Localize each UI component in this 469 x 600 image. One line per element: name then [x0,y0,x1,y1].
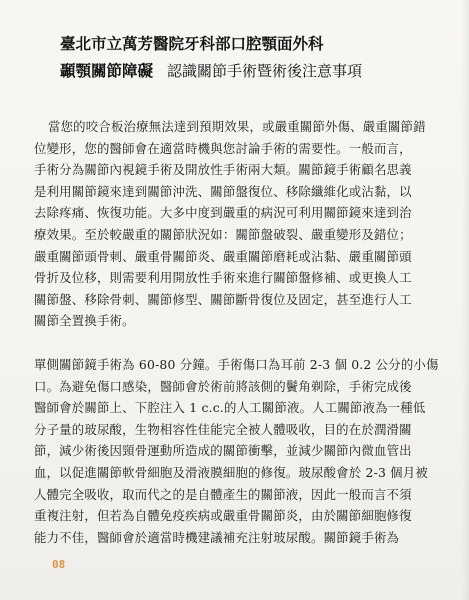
paragraph-line: 是利用關節鏡來達到關節沖洗、關節盤復位、移除纖維化或沾黏，以 [34,183,412,199]
paragraph-line: 單側關節鏡手術為 60-80 分鐘。手術傷口為耳前 2-3 個 0.2 公分的小傷 [34,357,439,372]
paragraph-surgery-overview [34,116,452,332]
document-subtitle: 認識關節手術暨術後注意事項 [167,62,363,80]
paragraph-line: 去除疼痛、恢復功能。大多中度到嚴重的病況可利用關節鏡來達到治 [34,205,412,221]
paragraph-line: 重複注射，但若為自體免疫疾病或嚴重骨關節炎，由於關節細胞修復 [34,508,412,524]
paragraph-line: 分子量的玻尿酸，生物相容性佳能完全被人體吸收，目的在於潤滑關 [34,421,412,437]
camera-date-stamp: 08 [52,558,66,571]
paragraph-line: 口。為避免傷口感染，醫師會於術前將該側的鬢角剃除，手術完成後 [34,378,412,394]
paragraph-line: 當您的咬合板治療無法達到預期效果，或嚴重關節外傷、嚴重關節錯 [48,119,426,134]
paragraph-line: 血，以促進關節軟骨細胞及滑液膜細胞的修復。玻尿酸會於 2-3 個月被 [34,464,428,480]
document-title-line [60,57,440,85]
paragraph-line: 療效果。至於較嚴重的關節狀況如：關節盤破裂、嚴重變形及錯位； [34,226,412,242]
page-edge-shadow [461,0,469,600]
paragraph-arthroscopy-details [34,354,452,548]
paragraph-line: 人體完全吸收，取而代之的是自體產生的關節液，因此一般而言不須 [34,486,412,502]
paragraph-line: 位變形，您的醫師會在適當時機與您討論手術的需要性。一般而言， [34,140,412,156]
paragraph-line: 嚴重關節頭骨刺、嚴重骨關節炎、嚴重關節磨耗或沾黏、嚴重關節頭 [34,248,412,264]
hospital-department-title: 臺北市立萬芳醫院牙科部口腔顎面外科 [60,34,324,53]
paragraph-line: 骨折及位移，則需要利用開放性手術來進行關節盤修補、或更換人工 [34,270,412,286]
paragraph-line: 手術分為關節內視鏡手術及開放性手術兩大類。關節鏡手術顧名思義 [34,162,412,178]
paragraph-line: 能力不佳，醫師會於適當時機建議補充注射玻尿酸。關節鏡手術為 [34,529,400,545]
paragraph-line: 關節盤、移除骨刺、關節修型、關節斷骨復位及固定，甚至進行人工 [34,291,412,307]
condition-title: 顳顎關節障礙 [60,61,154,80]
paragraph-line: 節，減少術後因頸骨運動所造成的關節衝擊，並減少關節內微血管出 [34,443,412,459]
document-header [60,30,440,85]
paragraph-line: 關節全置換手術。 [34,313,135,329]
paragraph-line: 醫師會於關節上、下腔注入 1 c.c.的人工關節液。人工關節液為一種低 [34,400,426,416]
